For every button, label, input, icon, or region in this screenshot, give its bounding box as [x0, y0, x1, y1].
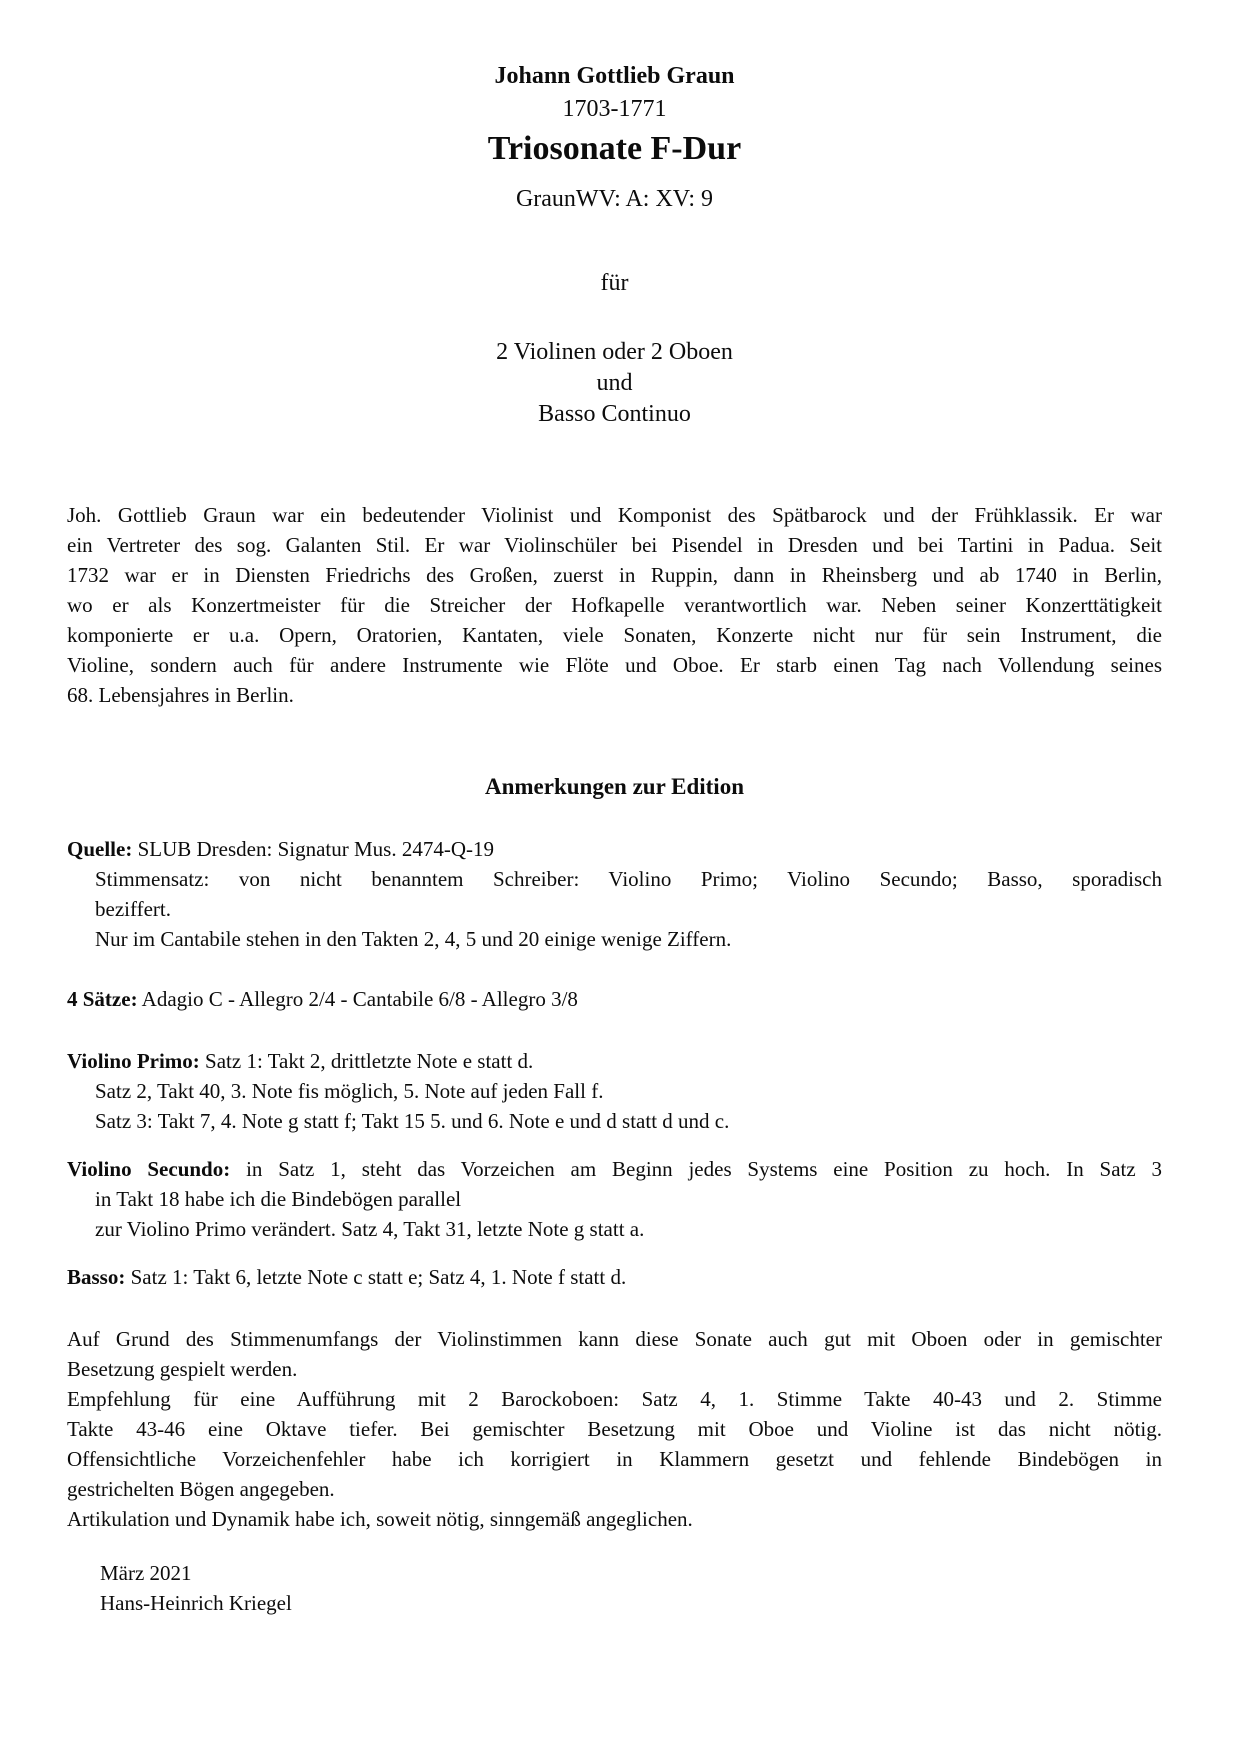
- source-detail-line: Nur im Cantabile stehen in den Takten 2, 4, 5 und 20 einige wenige Ziffern.: [95, 927, 732, 951]
- biography-line: 68. Lebensjahres in Berlin.: [67, 683, 294, 707]
- violino-secundo-text: in Satz 1, steht das Vorzeichen am Beginn jedes Systems eine Position zu hoch. In Satz 3: [246, 1157, 1163, 1181]
- biography-line: Joh. Gottlieb Graun war ein bedeutender Violinist und Komponist des Spätbarock und der Frühklassik. Er war: [67, 503, 1162, 527]
- life-dates: 1703-1771: [562, 96, 667, 122]
- movements-text: Adagio C - Allegro 2/4 - Cantabile 6/8 - Allegro 3/8: [141, 987, 578, 1011]
- source-detail-line: beziffert.: [95, 897, 171, 921]
- violino-primo-label: Violino Primo:: [67, 1049, 200, 1073]
- work-title: Triosonate F-Dur: [487, 130, 742, 167]
- signature-date: März 2021: [100, 1561, 192, 1585]
- biography-line: 1732 war er in Diensten Friedrichs des Großen, zuerst in Ruppin, dann in Rheinsberg und ab 1740 in Berlin,: [67, 563, 1162, 587]
- signature-block: [67, 1558, 1162, 1618]
- violino-secundo-detail-line: in Takt 18 habe ich die Bindebögen parallel: [95, 1187, 462, 1211]
- source-label: Quelle:: [67, 837, 133, 861]
- biography-line: Violine, sondern auch für andere Instrumente wie Flöte und Oboe. Er starb einen Tag nach Vollendung seines: [67, 653, 1162, 677]
- violino-primo-line: [67, 1046, 1162, 1076]
- movements-section: [67, 984, 1162, 1014]
- source-detail-line: Stimmensatz: von nicht benanntem Schreiber: Violino Primo; Violino Secundo; Basso, sporadisch: [95, 867, 1162, 891]
- instrumentation-line: Basso Continuo: [538, 401, 691, 427]
- title-block: [67, 60, 1162, 430]
- biography-line: ein Vertreter des sog. Galanten Stil. Er war Violinschüler bei Pisendel in Dresden und bei Tartini in Padua. Seit: [67, 533, 1162, 557]
- basso-section: [67, 1262, 1162, 1292]
- biography-line: komponierte er u.a. Opern, Oratorien, Kantaten, viele Sonaten, Konzerte nicht nur für sein Instrument, die: [67, 623, 1162, 647]
- violino-primo-text: Satz 1: Takt 2, drittletzte Note e statt d.: [205, 1049, 534, 1073]
- source-section: [67, 834, 1162, 954]
- remarks-line: Artikulation und Dynamik habe ich, soweit nötig, sinngemäß angeglichen.: [67, 1507, 693, 1531]
- remarks-line: Takte 43-46 eine Oktave tiefer. Bei gemischter Besetzung mit Oboe und Violine ist das nicht nötig.: [67, 1417, 1162, 1441]
- remarks-line: Besetzung gespielt werden.: [67, 1357, 298, 1381]
- remarks-line: gestrichelten Bögen angegeben.: [67, 1477, 335, 1501]
- violino-primo-section: [67, 1046, 1162, 1136]
- catalog-number: GraunWV: A: XV: 9: [515, 186, 714, 212]
- composer-name: Johann Gottlieb Graun: [494, 63, 735, 89]
- dedication-for: für: [600, 270, 629, 296]
- basso-text: Satz 1: Takt 6, letzte Note c statt e; Satz 4, 1. Note f statt d.: [130, 1265, 627, 1289]
- instrumentation: [67, 337, 1162, 430]
- edition-heading: Anmerkungen zur Edition: [484, 774, 744, 799]
- signature-name: Hans-Heinrich Kriegel: [100, 1591, 292, 1615]
- violino-secundo-line: [67, 1154, 1162, 1184]
- movements-label: 4 Sätze:: [67, 987, 138, 1011]
- instrumentation-line: 2 Violinen oder 2 Oboen: [496, 339, 733, 365]
- instrumentation-line: und: [596, 370, 633, 396]
- movements-line: [67, 984, 1162, 1014]
- biography-paragraph: [67, 500, 1162, 710]
- violino-primo-detail-line: Satz 2, Takt 40, 3. Note fis möglich, 5. Note auf jeden Fall f.: [95, 1079, 604, 1103]
- basso-label: Basso:: [67, 1265, 126, 1289]
- biography-line: wo er als Konzertmeister für die Streicher der Hofkapelle verantwortlich war. Neben seiner Konzerttätigkeit: [67, 593, 1162, 617]
- remarks-line: Auf Grund des Stimmenumfangs der Violinstimmen kann diese Sonate auch gut mit Oboen oder in gemischter: [67, 1327, 1162, 1351]
- source-line: [67, 834, 1162, 864]
- remarks-section: [67, 1324, 1162, 1534]
- source-text: SLUB Dresden: Signatur Mus. 2474-Q-19: [137, 837, 494, 861]
- violino-primo-detail-line: Satz 3: Takt 7, 4. Note g statt f; Takt 15 5. und 6. Note e und d statt d und c.: [95, 1109, 730, 1133]
- violino-secundo-detail-line: zur Violino Primo verändert. Satz 4, Takt 31, letzte Note g statt a.: [95, 1217, 645, 1241]
- violino-secundo-section: [67, 1154, 1162, 1244]
- basso-line: [67, 1262, 1162, 1292]
- violino-secundo-label: Violino Secundo:: [67, 1157, 231, 1181]
- remarks-line: Offensichtliche Vorzeichenfehler habe ich korrigiert in Klammern gesetzt und fehlende Bindebögen in: [67, 1447, 1162, 1471]
- remarks-line: Empfehlung für eine Aufführung mit 2 Barockoboen: Satz 4, 1. Stimme Takte 40-43 und 2. Stimme: [67, 1387, 1162, 1411]
